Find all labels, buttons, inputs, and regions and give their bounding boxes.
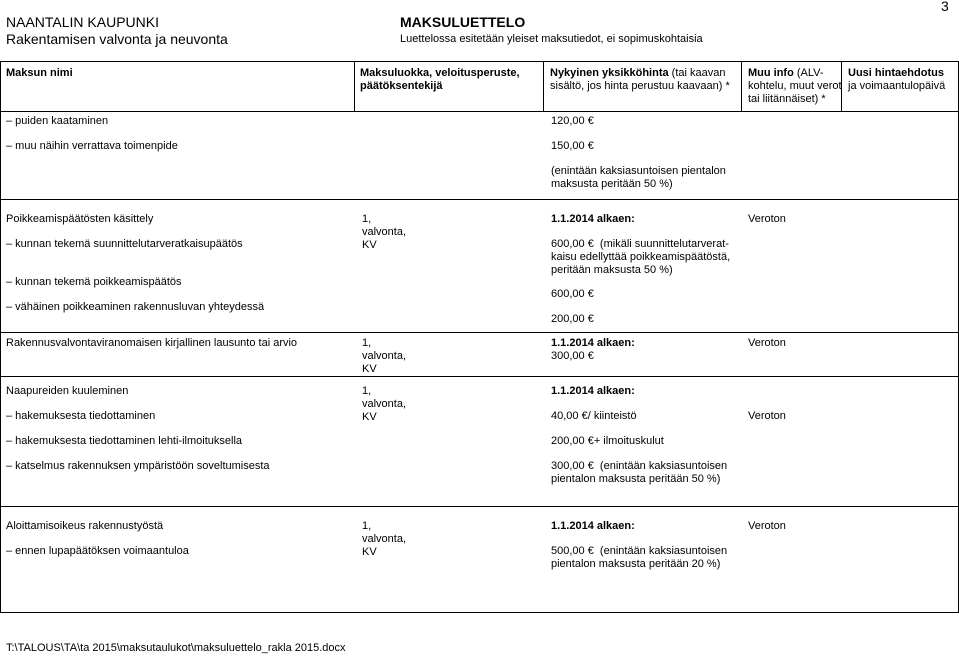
price-value: 600,00 € (mikäli suunnittelutarverat- kaisu edellyttää poikkeamispäätöstä, peritään maksusta 50 %) <box>551 238 731 276</box>
price-value: 300,00 € <box>551 350 594 362</box>
price-value: 200,00 € <box>551 313 594 325</box>
column-header-unit-price-note: (tai kaavan sisältö, jos hinta perustuu kaavaan) * <box>550 67 730 92</box>
fee-category: 1, valvonta, KV <box>362 520 407 558</box>
column-header-name: Maksun nimi <box>6 67 73 79</box>
list-item: – ennen lupapäätöksen voimaantuloa <box>6 545 189 557</box>
fee-title: Poikkeamispäätösten käsittely <box>6 213 154 225</box>
document-subtitle: Luettelossa esitetään yleiset maksutiedot, ei sopimuskohtaisia <box>400 33 703 45</box>
price-value: 600,00 € <box>551 288 594 300</box>
list-item: – kunnan tekemä suunnittelutarveratkaisupäätös <box>6 238 243 250</box>
price-value: 40,00 €/ kiinteistö <box>551 410 637 422</box>
org-unit: Rakentamisen valvonta ja neuvonta <box>6 31 228 47</box>
vat-status: Veroton <box>748 410 786 422</box>
fee-category: 1, valvonta, KV <box>362 385 407 423</box>
list-item: – katselmus rakennuksen ympäristöön soveltumisesta <box>6 460 270 472</box>
vat-status: Veroton <box>748 337 786 349</box>
column-header-other-info <box>748 67 842 106</box>
org-name: NAANTALIN KAUPUNKI <box>6 14 159 30</box>
column-header-new-pricing-note: ja voimaantulopäivä <box>848 80 946 92</box>
list-item: – vähäinen poikkeaminen rakennusluvan yhteydessä <box>6 301 265 313</box>
fee-title: Rakennusvalvontaviranomaisen kirjallinen lausunto tai arvio <box>6 337 298 349</box>
list-item: – kunnan tekemä poikkeamispäätös <box>6 276 182 288</box>
price-value: 120,00 € <box>551 115 594 127</box>
list-item: – hakemuksesta tiedottaminen lehti-ilmoituksella <box>6 435 243 447</box>
price-effective-date: 1.1.2014 alkaen: <box>551 385 635 397</box>
fee-category: 1, valvonta, KV <box>362 213 407 251</box>
column-header-new-pricing-title: Uusi hintaehdotus <box>848 67 944 79</box>
fee-title: Aloittamisoikeus rakennustyöstä <box>6 520 164 532</box>
list-item: – puiden kaataminen <box>6 115 109 127</box>
price-value: 500,00 € (enintään kaksiasuntoisen pientalon maksusta peritään 20 %) <box>551 545 728 570</box>
price-value: 300,00 € (enintään kaksiasuntoisen pientalon maksusta peritään 50 %) <box>551 460 728 485</box>
column-header-unit-price-title: Nykyinen yksikköhinta <box>550 67 669 79</box>
column-header-other-info-title: Muu info <box>748 67 794 79</box>
file-path-footer: T:\TALOUS\TA\ta 2015\maksutaulukot\maksuluettelo_rakla 2015.docx <box>6 642 346 654</box>
price-effective-date: 1.1.2014 alkaen: <box>551 213 635 225</box>
fee-title: Naapureiden kuuleminen <box>6 385 129 397</box>
vat-status: Veroton <box>748 520 786 532</box>
page-number: 3 <box>941 0 949 14</box>
price-note: (enintään kaksiasuntoisen pientalon maksusta peritään 50 %) <box>551 165 726 190</box>
column-header-category: Maksuluokka, veloitusperuste, päätöksentekijä <box>360 67 520 92</box>
list-item: – hakemuksesta tiedottaminen <box>6 410 156 422</box>
price-value: 150,00 € <box>551 140 594 152</box>
column-header-new-pricing <box>848 67 945 93</box>
document-title: MAKSULUETTELO <box>400 14 526 30</box>
price-effective-date: 1.1.2014 alkaen: <box>551 520 635 532</box>
column-header-other-info-note: (ALV- kohtelu, muut verot tai liitännäiset) * <box>748 67 842 105</box>
list-item: – muu näihin verrattava toimenpide <box>6 140 178 152</box>
price-value: 200,00 €+ ilmoituskulut <box>551 435 664 447</box>
fee-category: 1, valvonta, KV <box>362 337 407 375</box>
price-effective-date: 1.1.2014 alkaen: <box>551 337 635 349</box>
column-header-unit-price <box>550 67 730 93</box>
vat-status: Veroton <box>748 213 786 225</box>
